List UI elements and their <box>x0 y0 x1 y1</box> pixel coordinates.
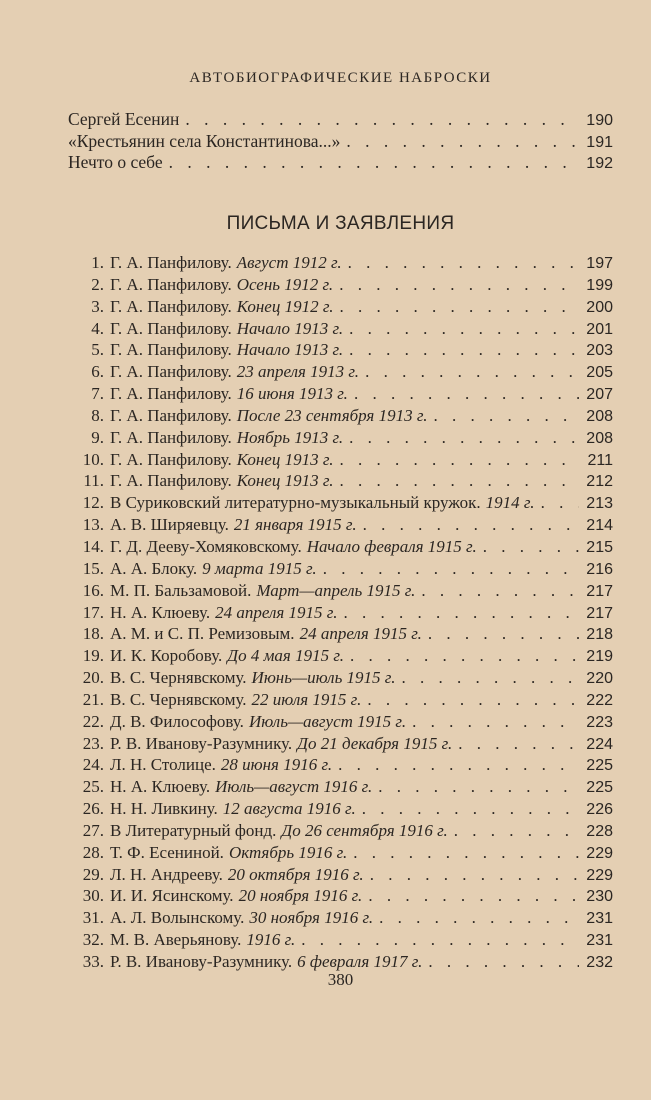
toc-entry <box>80 777 613 799</box>
dot-leader <box>483 537 579 557</box>
page-number: 380 <box>327 970 354 989</box>
entry-number: 15. <box>82 558 104 578</box>
dot-leader <box>348 253 579 273</box>
entry-heading <box>80 340 343 360</box>
entry-number: 8. <box>91 405 104 425</box>
dot-leader <box>421 581 579 601</box>
entry-number: 22. <box>82 711 104 731</box>
entry-page: 211 <box>587 451 613 469</box>
entry-addressee: Г. А. Панфилову. <box>110 427 232 447</box>
entry-page: 205 <box>586 364 613 382</box>
entry-page: 222 <box>586 691 613 709</box>
entry-date: Конец 1912 г. <box>236 296 334 316</box>
entry-page: 212 <box>586 473 613 491</box>
toc-entry <box>80 340 613 362</box>
toc-entry <box>80 668 613 690</box>
dot-leader <box>185 109 579 130</box>
entry-page: 191 <box>586 133 613 151</box>
entry-heading <box>80 428 343 448</box>
entry-heading <box>80 624 422 644</box>
dot-leader <box>367 690 579 710</box>
entry-page: 224 <box>586 735 613 753</box>
dot-leader <box>339 471 579 491</box>
toc-entry <box>80 275 613 297</box>
entry-number: 26. <box>82 799 104 819</box>
entry-date: Конец 1913 г. <box>236 471 334 491</box>
toc-entry <box>80 515 613 537</box>
entry-heading <box>80 734 452 754</box>
entry-addressee: Г. А. Панфилову. <box>110 405 232 425</box>
entry-date: Осень 1912 г. <box>236 274 334 294</box>
dot-leader <box>323 559 579 579</box>
entry-number: 12. <box>82 493 104 513</box>
entry-date: После 23 сентября 1913 г. <box>236 405 428 425</box>
entry-addressee: В Суриковский литературно-музыкальный кружок. <box>110 493 481 513</box>
entry-addressee: Н. Н. Ливкину. <box>110 799 218 819</box>
toc-entry <box>80 712 613 734</box>
entry-heading <box>80 603 337 623</box>
entry-date: Ноябрь 1913 г. <box>236 427 344 447</box>
entry-addressee: Г. А. Панфилову. <box>110 362 232 382</box>
entry-page: 232 <box>586 954 613 971</box>
entry-addressee: В. С. Чернявскому. <box>110 668 247 688</box>
entry-addressee: Г. А. Панфилову. <box>110 296 232 316</box>
entry-page: 230 <box>586 888 613 906</box>
entry-heading <box>80 821 448 841</box>
dot-leader <box>349 428 579 448</box>
toc-entry <box>80 799 613 821</box>
entry-number: 27. <box>82 820 104 840</box>
entry-heading <box>80 275 333 295</box>
entry-page: 219 <box>586 648 613 666</box>
letters-list <box>80 253 613 974</box>
entry-page: 220 <box>586 670 613 688</box>
entry-number: 21. <box>82 689 104 709</box>
autobiographical-list <box>68 109 613 174</box>
entry-date: 12 августа 1916 г. <box>222 799 356 819</box>
toc-entry <box>80 690 613 712</box>
entry-heading <box>80 668 395 688</box>
dot-leader <box>458 734 579 754</box>
entry-heading <box>80 865 364 885</box>
dot-leader <box>301 930 579 950</box>
entry-heading <box>80 581 415 601</box>
toc-entry <box>80 406 613 428</box>
entry-date: 9 марта 1915 г. <box>202 558 317 578</box>
entry-addressee: Л. Н. Андрееву. <box>110 864 223 884</box>
toc-entry <box>80 537 613 559</box>
entry-addressee: И. К. Коробову. <box>110 646 223 666</box>
toc-entry <box>80 865 613 887</box>
entry-heading <box>80 406 427 426</box>
entry-page: 229 <box>586 866 613 884</box>
entry-heading <box>80 712 406 732</box>
entry-date: 23 апреля 1913 г. <box>236 362 360 382</box>
toc-entry <box>80 603 613 625</box>
entry-addressee: Н. А. Клюеву. <box>110 602 211 622</box>
entry-date: До 4 мая 1915 г. <box>227 646 344 666</box>
entry-heading <box>80 777 372 797</box>
dot-leader <box>433 406 579 426</box>
entry-number: 32. <box>82 930 104 950</box>
dot-leader <box>354 384 579 404</box>
entry-date: 1916 г. <box>246 930 296 950</box>
entry-heading <box>80 690 361 710</box>
dot-leader <box>353 843 579 863</box>
entry-title: «Крестьянин села Константинова...» <box>68 130 341 151</box>
entry-addressee: Г. А. Панфилову. <box>110 471 232 491</box>
entry-number: 4. <box>91 318 104 338</box>
entry-date: Июль—август 1916 г. <box>215 777 373 797</box>
entry-number: 5. <box>91 340 104 360</box>
entry-addressee: Л. Н. Столице. <box>110 755 216 775</box>
entry-heading <box>80 362 359 382</box>
entry-addressee: Г. А. Панфилову. <box>110 318 232 338</box>
entry-number: 25. <box>82 777 104 797</box>
entry-number: 13. <box>82 515 104 535</box>
entry-heading <box>80 930 295 950</box>
entry-heading <box>80 799 356 819</box>
toc-entry <box>80 297 613 319</box>
dot-leader <box>339 297 579 317</box>
toc-entry <box>80 821 613 843</box>
entry-number: 6. <box>91 362 104 382</box>
entry-number: 18. <box>82 624 104 644</box>
entry-page: 225 <box>586 757 613 775</box>
entry-page: 201 <box>586 320 613 338</box>
entry-date: Март—апрель 1915 г. <box>256 580 416 600</box>
entry-addressee: А. А. Блоку. <box>110 558 198 578</box>
entry-heading <box>80 515 357 535</box>
entry-page: 217 <box>586 582 613 600</box>
dot-leader <box>370 865 579 885</box>
dot-leader <box>346 131 579 152</box>
entry-date: Начало 1913 г. <box>236 340 344 360</box>
toc-entry <box>80 734 613 756</box>
entry-addressee: Д. В. Философову. <box>110 711 244 731</box>
entry-heading <box>80 886 362 906</box>
entry-date: 22 июля 1915 г. <box>251 689 362 709</box>
entry-date: До 21 декабря 1915 г. <box>297 733 453 753</box>
toc-entry <box>80 843 613 865</box>
entry-addressee: Г. А. Панфилову. <box>110 274 232 294</box>
dot-leader <box>368 886 579 906</box>
entry-date: 24 апреля 1915 г. <box>299 624 422 644</box>
entry-number: 14. <box>82 536 104 556</box>
entry-heading <box>80 253 342 273</box>
entry-heading <box>80 843 347 863</box>
toc-entry <box>80 624 613 646</box>
entry-number: 33. <box>82 952 104 971</box>
entry-date: 21 января 1915 г. <box>233 515 357 535</box>
entry-date: До 26 сентября 1916 г. <box>281 820 448 840</box>
toc-entry <box>80 559 613 581</box>
entry-page: 223 <box>586 713 613 731</box>
entry-page: 207 <box>586 386 613 404</box>
entry-number: 2. <box>91 274 104 294</box>
dot-leader <box>362 799 579 819</box>
entry-number: 17. <box>82 602 104 622</box>
entry-page: 218 <box>586 626 613 644</box>
entry-page: 200 <box>586 298 613 316</box>
dot-leader <box>339 275 579 295</box>
toc-entry <box>80 646 613 668</box>
entry-heading <box>80 646 344 666</box>
entry-number: 28. <box>82 842 104 862</box>
entry-addressee: Г. А. Панфилову. <box>110 449 232 469</box>
dot-leader <box>365 362 579 382</box>
dot-leader <box>339 450 579 470</box>
toc-entry <box>80 886 613 908</box>
toc-entry <box>80 450 613 472</box>
entry-date: 20 ноября 1916 г. <box>238 886 363 906</box>
dot-leader <box>350 646 579 666</box>
entry-heading <box>80 537 477 557</box>
toc-entry <box>80 581 613 603</box>
entry-date: Начало 1913 г. <box>236 318 344 338</box>
dot-leader <box>401 668 579 688</box>
entry-heading <box>80 755 332 775</box>
toc-entry <box>80 471 613 493</box>
entry-page: 226 <box>586 801 613 819</box>
entry-addressee: А. В. Ширяевцу. <box>110 515 229 535</box>
entry-number: 30. <box>82 886 104 906</box>
entry-date: Август 1912 г. <box>236 253 342 272</box>
entry-date: 20 октября 1916 г. <box>227 864 364 884</box>
entry-date: 28 июня 1916 г. <box>220 755 333 775</box>
entry-page: 213 <box>586 495 613 513</box>
entry-heading <box>80 493 535 513</box>
entry-number: 23. <box>82 733 104 753</box>
entry-page: 217 <box>586 604 613 622</box>
entry-page: 192 <box>586 155 613 172</box>
section-heading-autobiographical: АВТОБИОГРАФИЧЕСКИЕ НАБРОСКИ <box>189 70 492 86</box>
entry-date: 1914 г. <box>485 493 535 513</box>
entry-heading <box>80 319 343 339</box>
entry-addressee: Н. А. Клюеву. <box>110 777 211 797</box>
dot-leader <box>379 908 579 928</box>
entry-addressee: Г. Д. Дееву-Хомяковскому. <box>110 536 302 556</box>
entry-page: 229 <box>586 844 613 862</box>
entry-number: 29. <box>82 864 104 884</box>
entry-page: 214 <box>586 517 613 535</box>
toc-entry <box>68 131 613 153</box>
toc-entry <box>80 428 613 450</box>
dot-leader <box>412 712 579 732</box>
toc-entry <box>80 319 613 341</box>
entry-addressee: Р. В. Иванову-Разумнику. <box>110 952 293 971</box>
entry-page: 208 <box>586 407 613 425</box>
entry-number: 3. <box>91 296 104 316</box>
dot-leader <box>169 152 579 173</box>
toc-entry <box>68 109 613 131</box>
entry-number: 7. <box>91 384 104 404</box>
entry-number: 1. <box>91 253 104 272</box>
entry-number: 31. <box>82 908 104 928</box>
entry-number: 24. <box>82 755 104 775</box>
dot-leader <box>349 319 579 339</box>
entry-addressee: М. В. Аверьянову. <box>110 930 242 950</box>
toc-entry <box>80 930 613 952</box>
entry-number: 11. <box>83 471 104 491</box>
entry-date: 6 февраля 1917 г. <box>297 952 423 971</box>
entry-page: 231 <box>586 910 613 928</box>
dot-leader <box>428 624 579 644</box>
entry-addressee: Г. А. Панфилову. <box>110 253 232 272</box>
dot-leader <box>428 952 579 972</box>
entry-heading <box>80 908 373 928</box>
toc-entry <box>80 362 613 384</box>
dot-leader <box>454 821 579 841</box>
entry-page: 197 <box>586 255 613 272</box>
entry-date: Конец 1913 г. <box>236 449 334 469</box>
entry-page: 190 <box>586 112 613 129</box>
dot-leader <box>338 755 579 775</box>
toc-entry <box>80 493 613 515</box>
entry-title: Нечто о себе <box>68 152 163 172</box>
entry-number: 9. <box>91 427 104 447</box>
entry-heading <box>80 384 348 404</box>
entry-date: 24 апреля 1915 г. <box>215 602 338 622</box>
entry-addressee: А. М. и С. П. Ремизовым. <box>110 624 295 644</box>
entry-heading <box>80 297 333 317</box>
entry-addressee: В. С. Чернявскому. <box>110 689 247 709</box>
entry-addressee: Г. А. Панфилову. <box>110 340 232 360</box>
dot-leader <box>363 515 579 535</box>
toc-entry <box>80 908 613 930</box>
entry-number: 19. <box>82 646 104 666</box>
entry-page: 231 <box>586 932 613 950</box>
toc-entry <box>80 384 613 406</box>
dot-leader <box>541 493 579 513</box>
entry-page: 203 <box>586 342 613 360</box>
entry-page: 216 <box>586 560 613 578</box>
entry-date: 30 ноября 1916 г. <box>249 908 374 928</box>
entry-heading <box>80 450 333 470</box>
entry-page: 208 <box>586 429 613 447</box>
toc-entry <box>80 253 613 275</box>
entry-heading <box>80 952 422 972</box>
dot-leader <box>343 603 579 623</box>
entry-number: 16. <box>82 580 104 600</box>
entry-heading <box>80 559 317 579</box>
entry-addressee: А. Л. Волынскому. <box>110 908 245 928</box>
entry-page: 228 <box>586 822 613 840</box>
toc-entry <box>80 755 613 777</box>
section-heading-letters: ПИСЬМА И ЗАЯВЛЕНИЯ <box>226 213 455 234</box>
entry-date: Октябрь 1916 г. <box>228 842 348 862</box>
entry-addressee: Т. Ф. Есениной. <box>110 842 224 862</box>
entry-page: 225 <box>586 779 613 797</box>
entry-addressee: И. И. Ясинскому. <box>110 886 234 906</box>
toc-entry <box>68 152 613 174</box>
dot-leader <box>349 340 579 360</box>
entry-number: 10. <box>82 449 104 469</box>
entry-heading <box>80 471 333 491</box>
dot-leader <box>378 777 579 797</box>
entry-page: 215 <box>586 538 613 556</box>
entry-title: Сергей Есенин <box>68 109 180 129</box>
entry-page: 199 <box>586 276 613 294</box>
entry-date: Июнь—июль 1915 г. <box>251 668 396 688</box>
entry-addressee: М. П. Бальзамовой. <box>110 580 252 600</box>
entry-date: Начало февраля 1915 г. <box>306 536 477 556</box>
entry-date: Июль—август 1915 г. <box>248 711 407 731</box>
entry-date: 16 июня 1913 г. <box>236 384 348 404</box>
entry-number: 20. <box>82 668 104 688</box>
entry-addressee: Р. В. Иванову-Разумнику. <box>110 733 293 753</box>
entry-addressee: Г. А. Панфилову. <box>110 384 232 404</box>
entry-addressee: В Литературный фонд. <box>110 820 277 840</box>
